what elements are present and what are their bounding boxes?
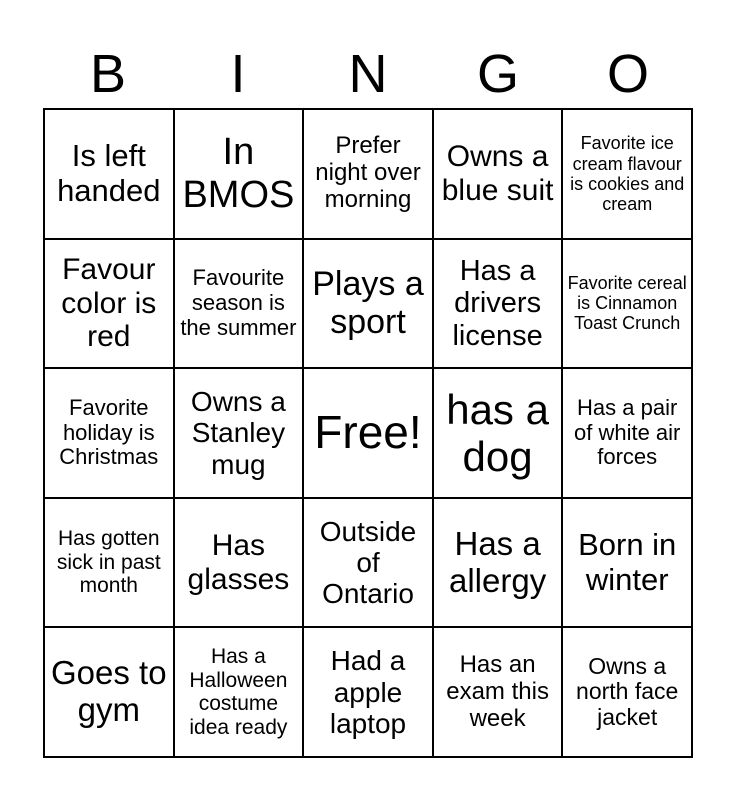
bingo-cell-text: Owns a Stanley mug (190, 385, 286, 480)
bingo-cell[interactable] (562, 368, 692, 498)
bingo-cell[interactable] (174, 627, 304, 757)
bingo-cell[interactable] (303, 109, 433, 239)
bingo-cell-text: Born in winter (578, 526, 677, 597)
bingo-cell-text: Owns a north face jacket (576, 652, 679, 731)
bingo-cell[interactable] (44, 627, 174, 757)
bingo-cell-text: Has a Halloween costume idea ready (189, 645, 288, 739)
bingo-cell[interactable] (44, 368, 174, 498)
bingo-cell-text: Favourite season is the summer (180, 265, 297, 340)
bingo-cell[interactable] (44, 498, 174, 628)
bingo-cell-text: Has a pair of white air forces (574, 395, 681, 470)
bingo-cell-text: Favorite ice cream flavour is cookies and cream (570, 133, 685, 214)
bingo-cell-text: Has a allergy (448, 524, 547, 599)
header-letter-b: B (89, 44, 127, 104)
bingo-header (43, 40, 693, 108)
bingo-cell[interactable] (433, 627, 563, 757)
bingo-cell[interactable] (433, 109, 563, 239)
header-letter-g: G (476, 44, 519, 104)
bingo-cell-text: Prefer night over morning (315, 132, 421, 214)
bingo-cell[interactable] (174, 368, 304, 498)
bingo-cell[interactable] (174, 239, 304, 369)
bingo-cell-text: In BMOS (182, 131, 295, 216)
bingo-cell[interactable] (174, 109, 304, 239)
bingo-cell-text: Has a drivers license (452, 254, 543, 352)
header-letter-i: I (230, 44, 246, 104)
bingo-cell[interactable] (44, 109, 174, 239)
bingo-cell-text: Owns a blue suit (441, 140, 554, 207)
bingo-cell[interactable] (562, 498, 692, 628)
bingo-cell-text: Goes to gym (51, 654, 167, 729)
bingo-cell[interactable] (433, 498, 563, 628)
bingo-cell-text: Favour color is red (61, 253, 157, 354)
bingo-cell-text: has a dog (446, 385, 549, 480)
bingo-cell-text: Had a apple laptop (329, 645, 407, 739)
bingo-cell[interactable] (44, 239, 174, 369)
bingo-cell-text: Free! (314, 406, 422, 459)
bingo-cell-text: Outside of Ontario (319, 515, 417, 610)
bingo-cell-text: Has an exam this week (446, 650, 549, 732)
bingo-cell[interactable] (562, 109, 692, 239)
bingo-cell[interactable] (174, 498, 304, 628)
bingo-cell[interactable] (303, 368, 433, 498)
bingo-cell-text: Has glasses (187, 529, 290, 596)
header-letter-o: O (606, 44, 649, 104)
bingo-cell-text: Is left handed (57, 138, 161, 208)
bingo-cell[interactable] (303, 498, 433, 628)
header-letter-n: N (348, 44, 388, 104)
bingo-cell[interactable] (562, 627, 692, 757)
bingo-cell[interactable] (433, 239, 563, 369)
bingo-cell-text: Favorite holiday is Christmas (59, 395, 159, 470)
bingo-cell[interactable] (433, 368, 563, 498)
bingo-cell-text: Plays a sport (312, 265, 424, 342)
bingo-grid (43, 108, 693, 758)
bingo-cell-text: Has gotten sick in past month (56, 527, 161, 598)
bingo-cell[interactable] (303, 239, 433, 369)
bingo-cell-text: Favorite cereal is Cinnamon Toast Crunch (567, 273, 687, 334)
bingo-cell[interactable] (562, 239, 692, 369)
bingo-cell[interactable] (303, 627, 433, 757)
